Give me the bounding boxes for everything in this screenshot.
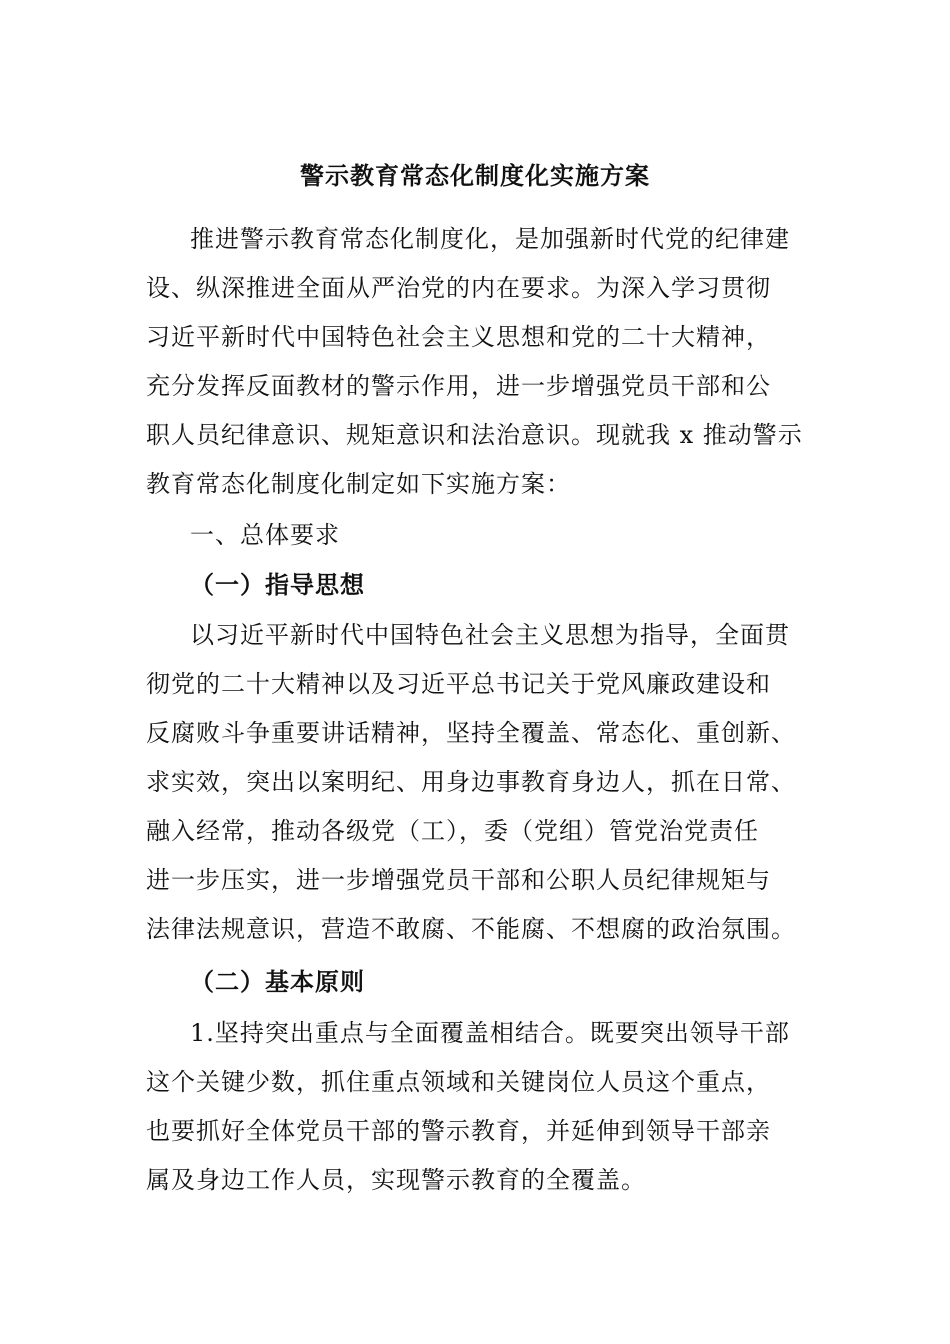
paragraph-line: 推进警示教育常态化制度化，是加强新时代党的纪律建 [190,225,790,253]
paragraph-line: 反腐败斗争重要讲话精神，坚持全覆盖、常态化、重创新、 [146,719,796,747]
section-heading: 一、总体要求 [190,521,340,549]
subsection-heading: （一）指导思想 [190,570,365,599]
paragraph-line: 进一步压实，进一步增强党员干部和公职人员纪律规矩与 [146,866,771,894]
paragraph-line: 习近平新时代中国特色社会主义思想和党的二十大精神， [146,323,771,351]
paragraph-line: 职人员纪律意识、规矩意识和法治意识。现就我 x 推动警示 [146,421,803,449]
paragraph-line: 法律法规意识，营造不敢腐、不能腐、不想腐的政治氛围。 [146,915,796,943]
paragraph-line: 融入经常，推动各级党（工），委（党组）管党治党责任 [146,817,759,845]
paragraph-line: 这个关键少数，抓住重点领域和关键岗位人员这个重点， [146,1068,771,1096]
paragraph-line: 属及身边工作人员，实现警示教育的全覆盖。 [146,1166,646,1194]
paragraph-line: 1.坚持突出重点与全面覆盖相结合。既要突出领导干部 [190,1019,790,1047]
paragraph-line: 也要抓好全体党员干部的警示教育，并延伸到领导干部亲 [146,1117,771,1145]
paragraph-line: 求实效，突出以案明纪、用身边事教育身边人，抓在日常、 [146,768,796,796]
document-title: 警示教育常态化制度化实施方案 [300,161,650,190]
paragraph-line: 以习近平新时代中国特色社会主义思想为指导，全面贯 [190,621,790,649]
paragraph-line: 教育常态化制度化制定如下实施方案： [146,470,571,498]
subsection-heading: （二）基本原则 [190,967,365,996]
paragraph-line: 充分发挥反面教材的警示作用，进一步增强党员干部和公 [146,372,771,400]
paragraph-line: 设、纵深推进全面从严治党的内在要求。为深入学习贯彻 [146,274,771,302]
paragraph-line: 彻党的二十大精神以及习近平总书记关于党风廉政建设和 [146,670,771,698]
